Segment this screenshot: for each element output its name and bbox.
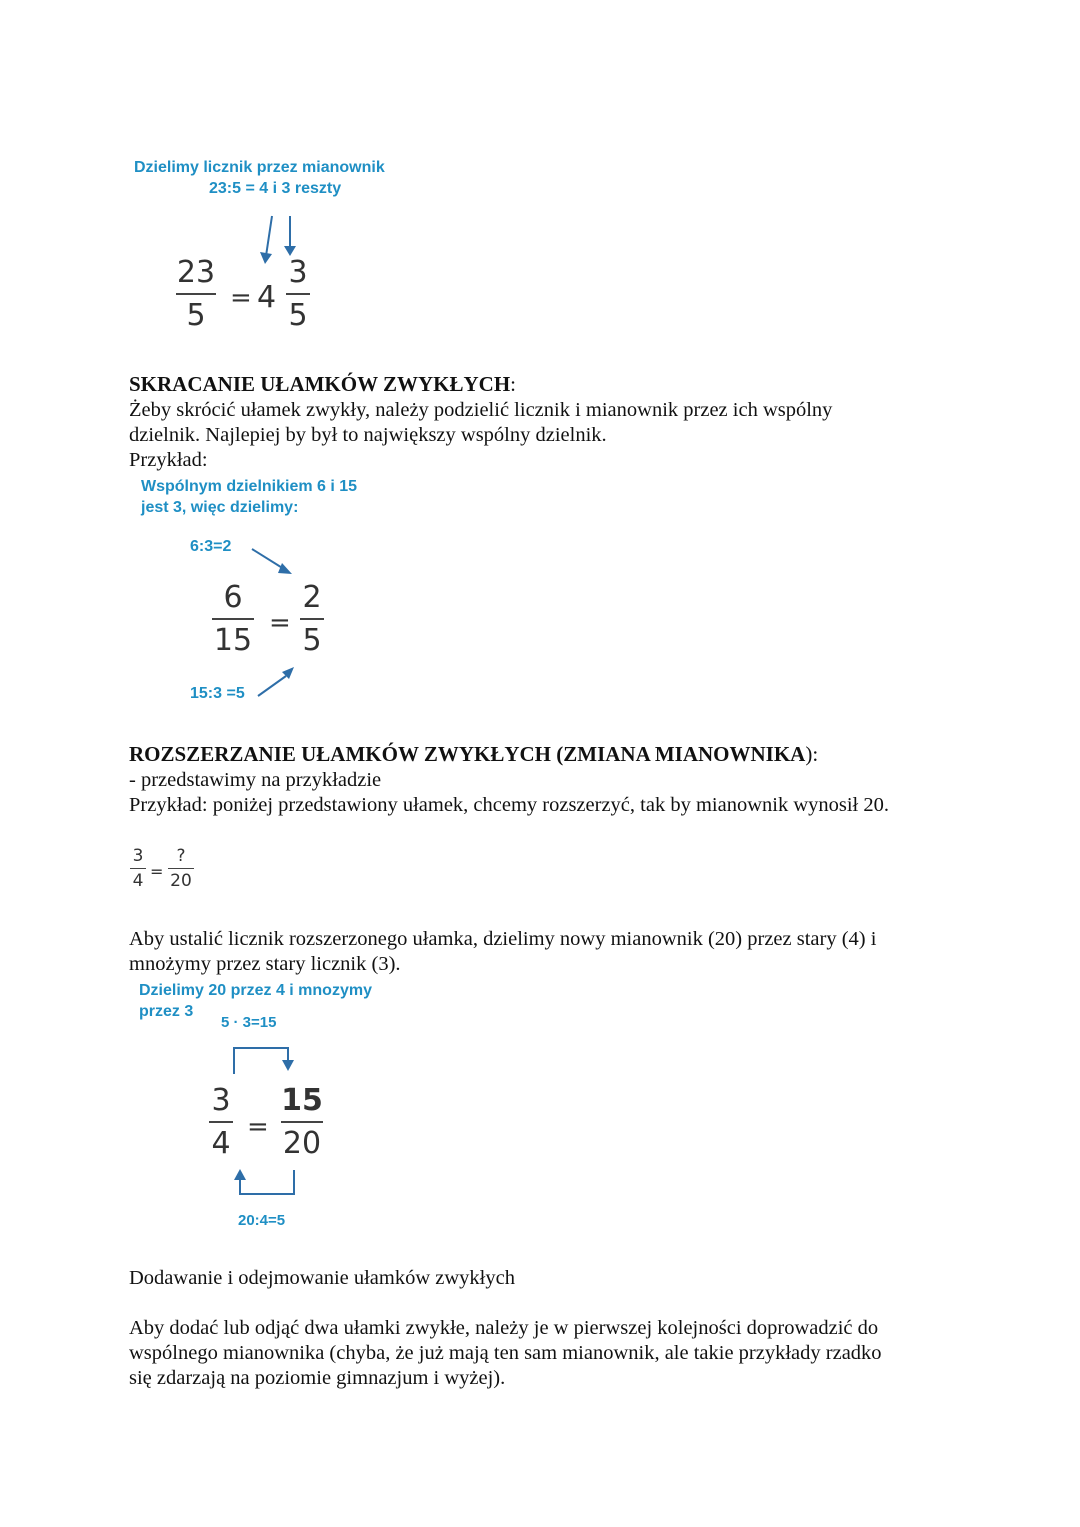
fraction-bar (281, 1121, 323, 1123)
fraction-bar (176, 293, 216, 295)
figure3-left-fraction (209, 1083, 233, 1161)
section1-text-line1: Żeby skrócić ułamek zwykły, należy podzielić licznik i mianownik przez ich wspólny (129, 399, 833, 421)
section1-heading (129, 372, 516, 397)
section4-title: Dodawanie i odejmowanie ułamków zwykłych (129, 1267, 515, 1289)
section2-line1: - przedstawimy na przykładzie (129, 769, 382, 791)
fraction-numerator: 3 (288, 255, 308, 290)
figure1-whole: 4 (257, 280, 277, 315)
figure1-left-fraction (176, 255, 216, 333)
section3-line1: Aby ustalić licznik rozszerzonego ułamka, dzielimy nowy mianownik (20) przez stary (4) i (129, 928, 877, 950)
section1-text-line2: dzielnik. Najlepiej by był to największy wspólny dzielnik. (129, 424, 607, 446)
section1-heading-suffix: : (510, 372, 516, 396)
figure2-caption-line2: jest 3, więc dzielimy: (141, 499, 299, 516)
fraction-bar (286, 293, 310, 295)
figure2-bottom-note: 15:3 =5 (190, 685, 245, 702)
figure3-caption-line1: Dzielimy 20 przez 4 i mnozymy (139, 982, 372, 999)
figure2-arrow-bottom (256, 664, 300, 699)
section1-example-label: Przykład: (129, 449, 208, 471)
section2-heading (129, 742, 818, 767)
fraction-denominator: 20 (282, 1126, 322, 1161)
fraction-bar (168, 868, 194, 869)
figure1-caption-line2: 23:5 = 4 i 3 reszty (209, 180, 342, 197)
section2-heading-text: ROZSZERZANIE UŁAMKÓW ZWYKŁYCH (ZMIANA MIANOWNIKA (129, 742, 806, 766)
fraction-numerator: 23 (176, 255, 216, 290)
fraction-denominator: 5 (186, 298, 206, 333)
figure3-bottom-note: 20:4=5 (238, 1212, 286, 1229)
fraction-bar (300, 618, 324, 620)
figure3-caption-line2: przez 3 (139, 1003, 194, 1020)
figure2-caption-line1: Wspólnym dzielnikiem 6 i 15 (141, 478, 358, 495)
figure3-top-note: 5 · 3=15 (221, 1014, 277, 1031)
fraction-bar (209, 1121, 233, 1123)
figure2-left-fraction (212, 580, 254, 658)
figure3-equals: = (247, 1112, 269, 1142)
figure2-top-note: 6:3=2 (190, 538, 232, 555)
fraction-bar (212, 618, 254, 620)
small-left-fraction (130, 846, 146, 891)
fraction-denominator: 4 (132, 871, 144, 891)
fraction-numerator: 3 (132, 846, 144, 866)
figure1-equals: = (230, 283, 252, 313)
section2-line2: Przykład: poniżej przedstawiony ułamek, chcemy rozszerzyć, tak by mianownik wynosił 20. (129, 794, 889, 816)
arrow-line-1 (266, 216, 272, 256)
figure2-equals: = (269, 608, 291, 638)
figure3-right-fraction (281, 1083, 323, 1161)
section3-line2: mnożymy przez stary licznik (3). (129, 953, 401, 975)
small-equals: = (150, 862, 164, 881)
fraction-numerator: 15 (281, 1083, 323, 1118)
fraction-numerator: 6 (223, 580, 243, 615)
section4-line2: wspólnego mianownika (chyba, że już mają ten sam mianownik, ale takie przykłady rzadko (129, 1342, 882, 1364)
arrow-head-1 (260, 252, 272, 264)
fraction-denominator: 5 (288, 298, 308, 333)
fraction-numerator: ? (176, 846, 186, 866)
fraction-denominator: 4 (211, 1126, 231, 1161)
figure3-bracket-top (230, 1044, 300, 1076)
section2-heading-suffix: ): (805, 742, 819, 766)
small-right-fraction (168, 846, 194, 891)
fraction-denominator: 15 (213, 623, 253, 658)
figure1-caption-line1: Dzielimy licznik przez mianownik (134, 159, 385, 176)
section4-line1: Aby dodać lub odjąć dwa ułamki zwykłe, należy je w pierwszej kolejności doprowadzić do (129, 1317, 879, 1339)
section4-line3: się zdarzają na poziomie gimnazjum i wyżej). (129, 1367, 506, 1389)
fraction-bar (130, 868, 146, 869)
figure2-arrow-top (250, 545, 300, 580)
fraction-numerator: 3 (211, 1083, 231, 1118)
section1-heading-text: SKRACANIE UŁAMKÓW ZWYKŁYCH (129, 372, 511, 396)
figure1-right-fraction (286, 255, 310, 333)
figure3-bracket-bottom (230, 1166, 300, 1198)
fraction-numerator: 2 (302, 580, 322, 615)
fraction-denominator: 5 (302, 623, 322, 658)
figure2-right-fraction (300, 580, 324, 658)
fraction-denominator: 20 (170, 871, 192, 891)
